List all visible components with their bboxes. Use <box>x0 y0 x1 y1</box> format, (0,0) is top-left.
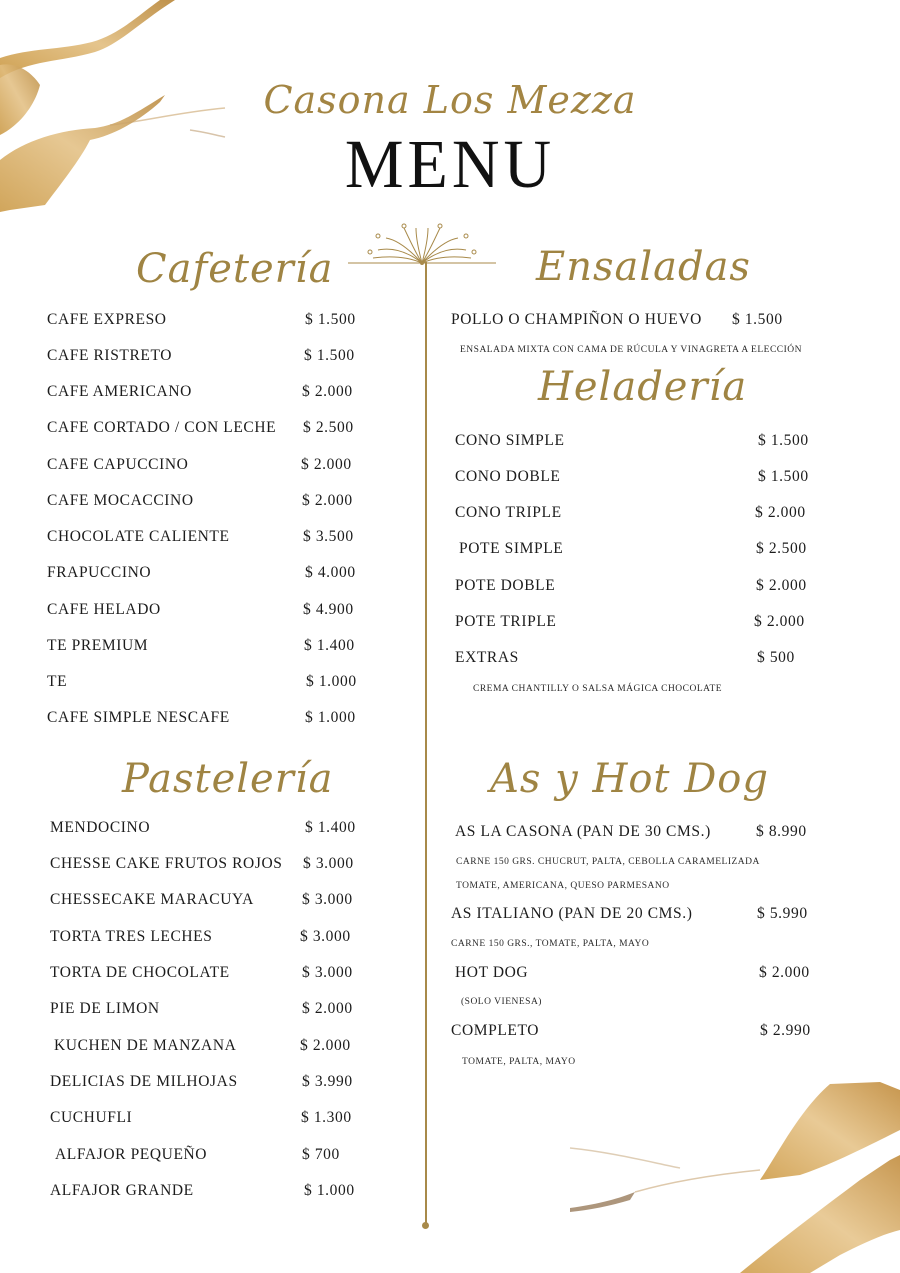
item-name: POTE SIMPLE <box>459 540 564 557</box>
item-name: POTE DOBLE <box>455 577 556 594</box>
item-name: CONO TRIPLE <box>455 504 562 521</box>
item-price: $ 2.000 <box>759 964 810 981</box>
item-price: $ 2.000 <box>755 504 806 521</box>
menu-item <box>50 1000 380 1018</box>
item-price: $ 3.000 <box>300 928 351 945</box>
item-price: $ 2.990 <box>760 1022 811 1039</box>
item-price: $ 1.000 <box>305 709 356 726</box>
item-price: $ 500 <box>757 649 795 666</box>
restaurant-name: Casona Los Mezza <box>263 78 637 122</box>
item-name: TORTA DE CHOCOLATE <box>50 964 230 981</box>
item-price: $ 3.500 <box>303 528 354 545</box>
section-title-heladeria: Heladería <box>538 364 748 410</box>
menu-item <box>47 347 377 365</box>
item-price: $ 5.990 <box>757 905 808 922</box>
item-name: TE <box>47 673 68 690</box>
floral-ornament-icon <box>348 222 496 270</box>
menu-item <box>451 1022 821 1040</box>
item-description: (SOLO VIENESA) <box>461 997 542 1007</box>
item-price: $ 700 <box>302 1146 340 1163</box>
item-price: $ 1.000 <box>304 1182 355 1199</box>
item-price: $ 1.500 <box>758 468 809 485</box>
menu-item <box>47 383 377 401</box>
item-name: CAFE CORTADO / CON LECHE <box>47 419 277 436</box>
menu-item <box>455 468 815 486</box>
item-price: $ 4.000 <box>305 564 356 581</box>
divider-end-dot <box>422 1222 429 1229</box>
menu-item <box>455 649 815 667</box>
item-price: $ 1.500 <box>304 347 355 364</box>
menu-item <box>451 311 811 329</box>
menu-item <box>50 855 380 873</box>
item-name: CAFE MOCACCINO <box>47 492 194 509</box>
item-name: CONO SIMPLE <box>455 432 565 449</box>
extras-description: CREMA CHANTILLY O SALSA MÁGICA CHOCOLATE <box>473 684 723 694</box>
item-price: $ 2.000 <box>301 456 352 473</box>
item-price: $ 1.000 <box>306 673 357 690</box>
item-name: CAFE SIMPLE NESCAFE <box>47 709 230 726</box>
item-price: $ 2.000 <box>300 1037 351 1054</box>
menu-item <box>47 419 377 437</box>
menu-item <box>47 673 377 691</box>
item-name: CHOCOLATE CALIENTE <box>47 528 230 545</box>
menu-item <box>451 905 821 923</box>
menu-item <box>55 1146 385 1164</box>
menu-item <box>459 540 819 558</box>
menu-item <box>455 964 825 982</box>
item-name: MENDOCINO <box>50 819 151 836</box>
item-price: $ 1.500 <box>305 311 356 328</box>
center-divider-line <box>425 262 427 1226</box>
item-name: HOT DOG <box>455 964 529 981</box>
item-description: TOMATE, AMERICANA, QUESO PARMESANO <box>456 881 670 891</box>
menu-title: MENU <box>344 126 556 203</box>
menu-item <box>47 528 377 546</box>
item-name: TORTA TRES LECHES <box>50 928 213 945</box>
item-price: $ 2.500 <box>303 419 354 436</box>
menu-item <box>455 577 815 595</box>
item-price: $ 1.300 <box>301 1109 352 1126</box>
item-name: PIE DE LIMON <box>50 1000 160 1017</box>
item-description: CARNE 150 GRS. CHUCRUT, PALTA, CEBOLLA CARAMELIZADA <box>456 857 760 867</box>
menu-item <box>47 456 377 474</box>
item-price: $ 2.000 <box>302 383 353 400</box>
menu-item <box>47 492 377 510</box>
item-name: ALFAJOR PEQUEÑO <box>55 1146 208 1163</box>
item-name: FRAPUCCINO <box>47 564 152 581</box>
menu-item <box>47 709 377 727</box>
item-price: $ 3.990 <box>302 1073 353 1090</box>
section-title-as-hot-dog: As y Hot Dog <box>490 756 769 802</box>
item-name: AS ITALIANO (PAN DE 20 CMS.) <box>451 905 693 922</box>
menu-item <box>50 819 380 837</box>
item-price: $ 4.900 <box>303 601 354 618</box>
menu-item <box>455 613 815 631</box>
item-name: POTE TRIPLE <box>455 613 557 630</box>
item-name: CAFE AMERICANO <box>47 383 192 400</box>
item-price: $ 1.400 <box>304 637 355 654</box>
item-price: $ 3.000 <box>303 855 354 872</box>
menu-item <box>47 564 377 582</box>
item-name: DELICIAS DE MILHOJAS <box>50 1073 238 1090</box>
item-name: CAFE EXPRESO <box>47 311 167 328</box>
item-name: CONO DOBLE <box>455 468 561 485</box>
menu-item <box>50 1182 380 1200</box>
item-name: CHESSECAKE MARACUYA <box>50 891 254 908</box>
item-description: ENSALADA MIXTA CON CAMA DE RÚCULA Y VINAGRETA A ELECCIÓN <box>460 345 803 355</box>
menu-item <box>455 504 815 522</box>
item-name: COMPLETO <box>451 1022 540 1039</box>
item-price: $ 3.000 <box>302 891 353 908</box>
menu-item <box>50 1073 380 1091</box>
menu-item <box>47 601 377 619</box>
item-name: CHESSE CAKE FRUTOS ROJOS <box>50 855 283 872</box>
item-price: $ 1.500 <box>732 311 783 328</box>
item-price: $ 2.000 <box>756 577 807 594</box>
menu-item <box>455 432 815 450</box>
item-name: CAFE RISTRETO <box>47 347 173 364</box>
menu-item <box>455 823 825 841</box>
gold-foil-decoration-bottom-right <box>560 1070 900 1273</box>
item-name: CUCHUFLI <box>50 1109 133 1126</box>
item-price: $ 3.000 <box>302 964 353 981</box>
item-price: $ 1.500 <box>758 432 809 449</box>
item-price: $ 1.400 <box>305 819 356 836</box>
item-price: $ 2.500 <box>756 540 807 557</box>
menu-item <box>47 637 377 655</box>
section-title-cafeteria: Cafetería <box>136 246 334 292</box>
item-name: CAFE HELADO <box>47 601 161 618</box>
item-price: $ 2.000 <box>302 1000 353 1017</box>
menu-item <box>54 1037 384 1055</box>
item-name: TE PREMIUM <box>47 637 149 654</box>
menu-item <box>50 1109 380 1127</box>
item-name: ALFAJOR GRANDE <box>50 1182 194 1199</box>
item-description: TOMATE, PALTA, MAYO <box>462 1057 576 1067</box>
item-description: CARNE 150 GRS., TOMATE, PALTA, MAYO <box>451 939 650 949</box>
section-title-ensaladas: Ensaladas <box>536 244 751 290</box>
item-name: POLLO O CHAMPIÑON O HUEVO <box>451 311 702 328</box>
menu-item <box>50 891 380 909</box>
menu-item <box>47 311 377 329</box>
item-name: KUCHEN DE MANZANA <box>54 1037 237 1054</box>
item-price: $ 2.000 <box>754 613 805 630</box>
menu-item <box>50 964 380 982</box>
item-name: CAFE CAPUCCINO <box>47 456 189 473</box>
item-price: $ 8.990 <box>756 823 807 840</box>
item-name: EXTRAS <box>455 649 519 666</box>
item-price: $ 2.000 <box>302 492 353 509</box>
section-title-pasteleria: Pastelería <box>122 756 334 802</box>
item-name: AS LA CASONA (PAN DE 30 CMS.) <box>455 823 711 840</box>
menu-item <box>50 928 380 946</box>
